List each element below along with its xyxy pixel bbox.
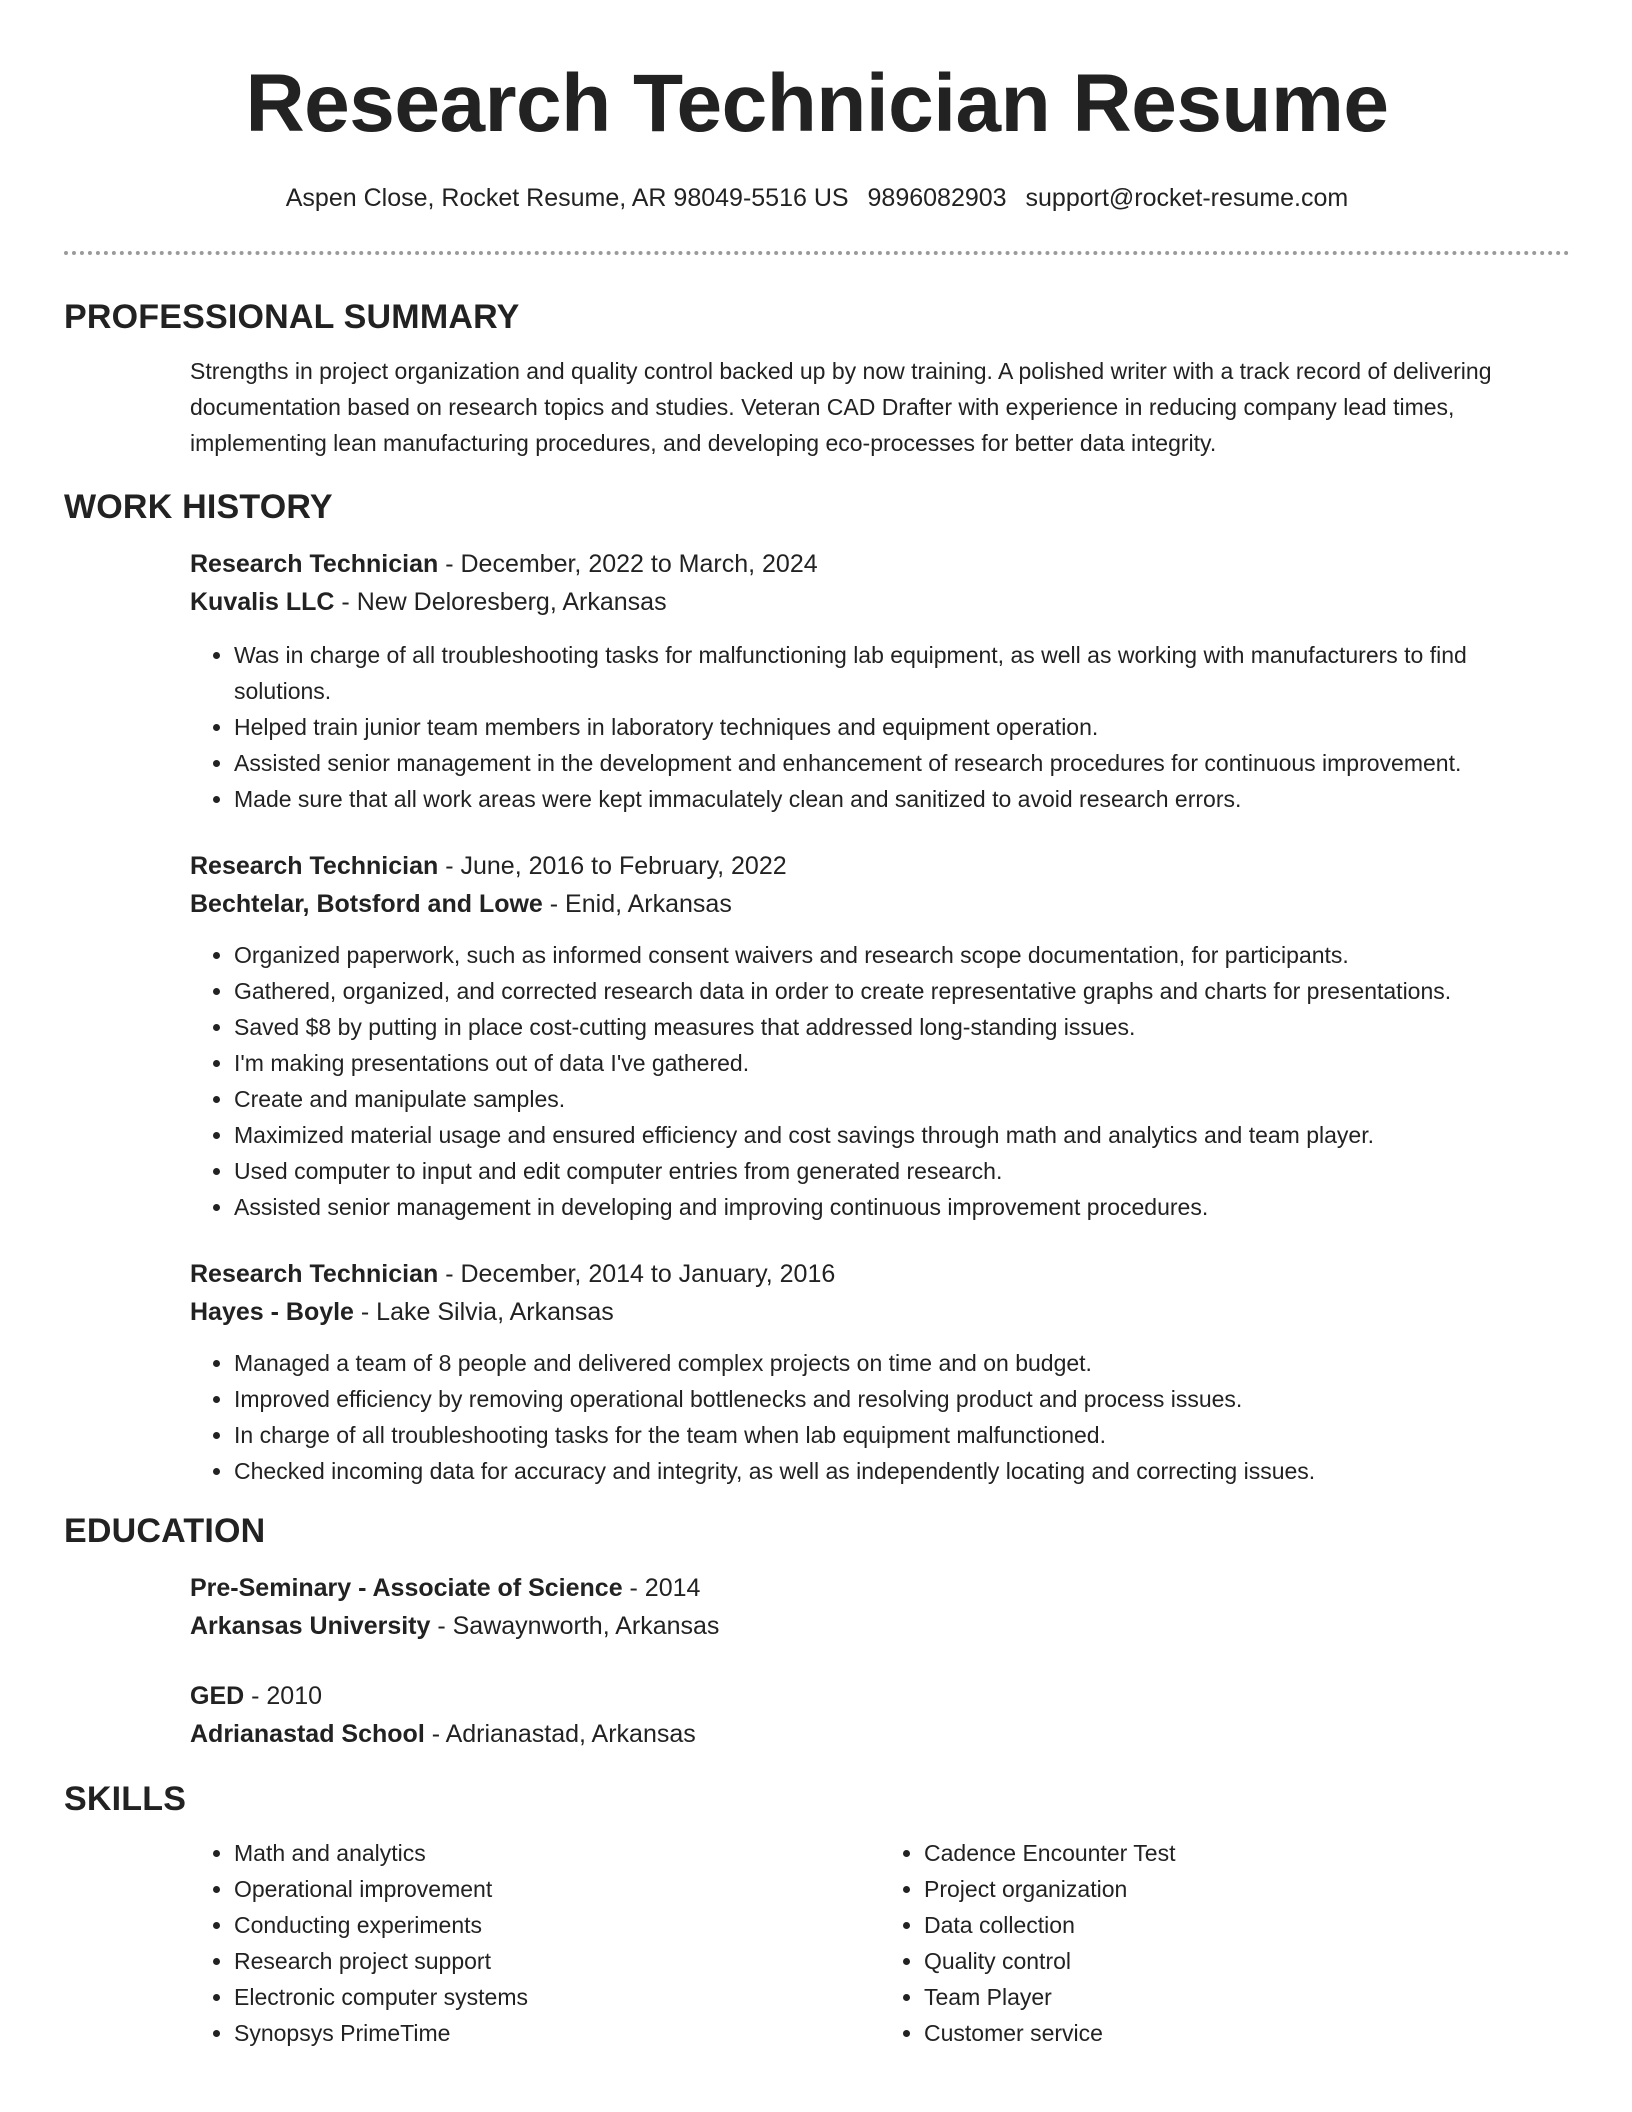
- education-school-line: [190, 1607, 1570, 1645]
- education-entry: [190, 1677, 1570, 1753]
- skill-item: • Operational improvement: [234, 1871, 880, 1907]
- skills-list-right: [880, 1835, 1570, 2051]
- skill-item: • Research project support: [234, 1943, 880, 1979]
- resume-page: [64, 0, 1570, 2051]
- job-bullets: [190, 1345, 1570, 1489]
- skill-item: • Customer service: [924, 2015, 1570, 2051]
- skills-grid: [190, 1835, 1570, 2051]
- job-bullets: [190, 637, 1570, 817]
- job-bullet: • Maximized material usage and ensured efficiency and cost savings through math and analytics and team player.: [234, 1117, 1570, 1153]
- work-history-heading: WORK HISTORY: [64, 488, 333, 526]
- job-company-line: [190, 1293, 1570, 1331]
- contact-line: [64, 182, 1570, 214]
- skill-item: • Math and analytics: [234, 1835, 880, 1871]
- job-bullet: • Organized paperwork, such as informed consent waivers and research scope documentation, for participants.: [234, 937, 1570, 973]
- job-bullet: • Assisted senior management in the development and enhancement of research procedures for continuous improvement.: [234, 745, 1570, 781]
- job-bullet: • Managed a team of 8 people and delivered complex projects on time and on budget.: [234, 1345, 1570, 1381]
- education-degree: Pre-Seminary - Associate of Science: [190, 1574, 623, 1602]
- job-title-line: [190, 1255, 1570, 1293]
- summary-block: [190, 353, 1570, 461]
- job-title-line: [190, 545, 1570, 583]
- job-entry: [190, 1255, 1570, 1489]
- skills-list-left: [190, 1835, 880, 2051]
- skill-item: • Team Player: [924, 1979, 1570, 2015]
- education-year: - 2014: [622, 1574, 701, 1602]
- education-school: Arkansas University: [190, 1612, 431, 1640]
- job-company: Hayes - Boyle: [190, 1298, 354, 1326]
- job-bullet: • Used computer to input and edit computer entries from generated research.: [234, 1153, 1570, 1189]
- job-bullet: • Was in charge of all troubleshooting tasks for malfunctioning lab equipment, as well as working with manufacturers to find solutions.: [234, 637, 1570, 709]
- job-entry: [190, 545, 1570, 817]
- skill-item: • Project organization: [924, 1871, 1570, 1907]
- job-title-line: [190, 847, 1570, 885]
- job-company: Kuvalis LLC: [190, 588, 335, 616]
- education-entry: [190, 1569, 1570, 1645]
- education-school: Adrianastad School: [190, 1720, 425, 1748]
- job-title: Research Technician: [190, 852, 439, 880]
- job-location: - Lake Silvia, Arkansas: [353, 1298, 614, 1326]
- skills-heading: SKILLS: [64, 1780, 187, 1818]
- job-bullet: • Made sure that all work areas were kept immaculately clean and sanitized to avoid research errors.: [234, 781, 1570, 817]
- job-dates: - December, 2014 to January, 2016: [438, 1260, 836, 1288]
- job-bullet: • Assisted senior management in developing and improving continuous improvement procedures.: [234, 1189, 1570, 1225]
- skill-item: • Synopsys PrimeTime: [234, 2015, 880, 2051]
- summary-text: Strengths in project organization and quality control backed up by now training. A polished writer with a track record of delivering documentation based on research topics and studies. Veteran CAD Drafter with experience in reducing company lead times, implementing lean manufacturing procedures, and developing eco-processes for better data integrity.: [190, 358, 1492, 456]
- education-location: - Adrianastad, Arkansas: [424, 1720, 696, 1748]
- skill-item: • Electronic computer systems: [234, 1979, 880, 2015]
- job-company: Bechtelar, Botsford and Lowe: [190, 890, 543, 918]
- job-dates: - June, 2016 to February, 2022: [438, 852, 787, 880]
- job-title: Research Technician: [190, 1260, 439, 1288]
- education-heading: EDUCATION: [64, 1512, 266, 1550]
- education-degree-line: [190, 1569, 1570, 1607]
- job-bullet: • I'm making presentations out of data I've gathered.: [234, 1045, 1570, 1081]
- job-entry: [190, 847, 1570, 1225]
- contact-phone: 9896082903: [867, 184, 1007, 212]
- education-location: - Sawaynworth, Arkansas: [430, 1612, 720, 1640]
- job-bullets: [190, 937, 1570, 1225]
- job-bullet: • Improved efficiency by removing operational bottlenecks and resolving product and process issues.: [234, 1381, 1570, 1417]
- skill-item: • Quality control: [924, 1943, 1570, 1979]
- skill-item: • Conducting experiments: [234, 1907, 880, 1943]
- job-bullet: • Create and manipulate samples.: [234, 1081, 1570, 1117]
- education-year: - 2010: [244, 1682, 323, 1710]
- job-bullet: • Helped train junior team members in laboratory techniques and equipment operation.: [234, 709, 1570, 745]
- job-company-line: [190, 885, 1570, 923]
- job-location: - New Deloresberg, Arkansas: [334, 588, 667, 616]
- job-dates: - December, 2022 to March, 2024: [438, 550, 818, 578]
- skill-item: • Data collection: [924, 1907, 1570, 1943]
- header-divider: [64, 251, 1570, 255]
- job-title: Research Technician: [190, 550, 439, 578]
- education-degree: GED: [190, 1682, 245, 1710]
- job-bullet: • Gathered, organized, and corrected research data in order to create representative graphs and charts for presentations.: [234, 973, 1570, 1009]
- contact-address: Aspen Close, Rocket Resume, AR 98049-5516 US: [285, 184, 849, 212]
- page-title: Research Technician Resume: [245, 58, 1389, 149]
- contact-email: support@rocket-resume.com: [1025, 184, 1349, 212]
- job-company-line: [190, 583, 1570, 621]
- education-degree-line: [190, 1677, 1570, 1715]
- skill-item: • Cadence Encounter Test: [924, 1835, 1570, 1871]
- job-bullet: • Checked incoming data for accuracy and integrity, as well as independently locating and correcting issues.: [234, 1453, 1570, 1489]
- job-location: - Enid, Arkansas: [542, 890, 732, 918]
- job-bullet: • In charge of all troubleshooting tasks for the team when lab equipment malfunctioned.: [234, 1417, 1570, 1453]
- job-bullet: • Saved $8 by putting in place cost-cutting measures that addressed long-standing issues.: [234, 1009, 1570, 1045]
- summary-heading: PROFESSIONAL SUMMARY: [64, 298, 520, 336]
- education-school-line: [190, 1715, 1570, 1753]
